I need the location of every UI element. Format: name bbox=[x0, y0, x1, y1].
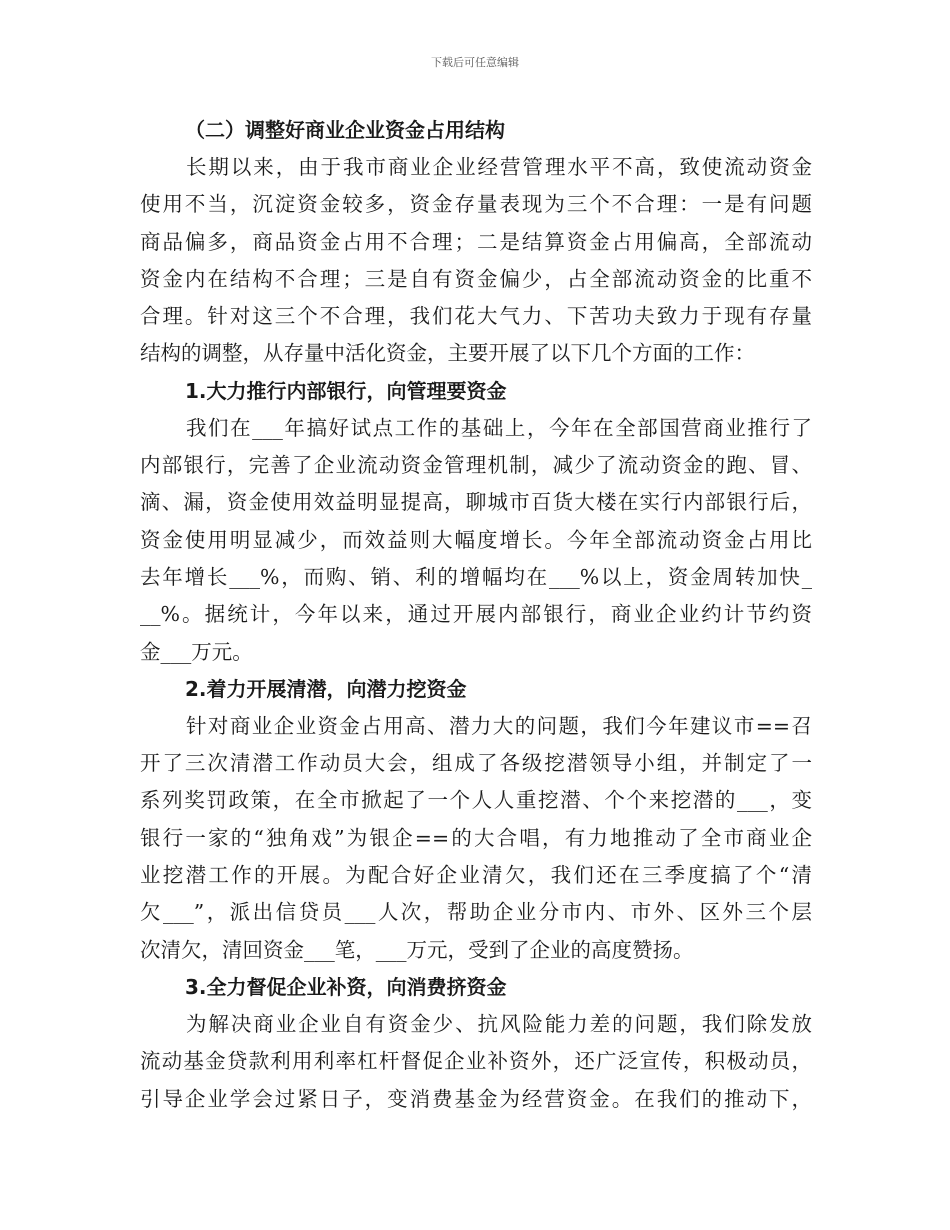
paragraph-line: 为解决商业企业自有资金少、抗风险能力差的问题，我们除发放 bbox=[186, 1011, 812, 1036]
paragraph-line: 次清欠，清回资金___笔，___万元，受到了企业的高度赞扬。 bbox=[140, 937, 694, 962]
section-adjust-structure bbox=[140, 112, 812, 373]
paragraph-line: 银行一家的“独角戏”为银企==的大合唱，有力地推动了全市商业企 bbox=[140, 825, 812, 850]
section-supplement-capital bbox=[140, 969, 812, 1118]
paragraph-line: 商品偏多，商品资金占用不合理；二是结算资金占用偏高，全部流动 bbox=[140, 229, 812, 254]
section-heading: 3.全力督促企业补资，向消费挤资金 bbox=[185, 974, 507, 999]
document-body bbox=[140, 112, 812, 1118]
section-heading: 1.大力推行内部银行，向管理要资金 bbox=[185, 378, 507, 403]
paragraph-line: 长期以来，由于我市商业企业经营管理水平不高，致使流动资金 bbox=[186, 155, 812, 179]
paragraph-line: 内部银行，完善了企业流动资金管理机制，减少了流动资金的跑、冒、 bbox=[140, 453, 812, 478]
paragraph-line: 结构的调整，从存量中活化资金，主要开展了以下几个方面的工作： bbox=[140, 341, 755, 366]
section-heading: （二）调整好商业企业资金占用结构 bbox=[185, 118, 505, 142]
paragraph-line: 业挖潜工作的开展。为配合好企业清欠，我们还在三季度搞了个“清 bbox=[140, 863, 812, 888]
paragraph-line: 开了三次清潜工作动员大会，组成了各级挖潜领导小组，并制定了一 bbox=[140, 751, 812, 776]
paragraph-line: 系列奖罚政策，在全市掀起了一个人人重挖潜、个个来挖潜的___，变 bbox=[140, 788, 812, 813]
paragraph-line: 欠___”，派出信贷员___人次，帮助企业分市内、市外、区外三个层 bbox=[140, 900, 812, 925]
paragraph-line: 金___万元。 bbox=[140, 639, 253, 664]
paragraph-line: 引导企业学会过紧日子，变消费基金为经营资金。在我们的推动下， bbox=[140, 1086, 812, 1111]
paragraph-line: 流动基金贷款利用利率杠杆督促企业补资外，还广泛宣传，积极动员， bbox=[140, 1049, 812, 1074]
paragraph-line: 资金使用明显减少，而效益则大幅度增长。今年全部流动资金占用比 bbox=[140, 527, 812, 552]
section-internal-bank bbox=[140, 373, 812, 671]
paragraph-line: 合理。针对这三个不合理，我们花大气力、下苦功夫致力于现有存量 bbox=[140, 304, 812, 329]
paragraph-line: 针对商业企业资金占用高、潜力大的问题，我们今年建议市==召 bbox=[186, 713, 812, 738]
paragraph-line: 资金内在结构不合理；三是自有资金偏少，占全部流动资金的比重不 bbox=[140, 266, 812, 291]
paragraph-line: 我们在___年搞好试点工作的基础上，今年在全部国营商业推行了 bbox=[186, 415, 812, 440]
paragraph-line: 去年增长___%，而购、销、利的增幅均在___%以上，资金周转加快_ bbox=[140, 564, 812, 589]
paragraph-line: 使用不当，沉淀资金较多，资金存量表现为三个不合理：一是有问题 bbox=[140, 192, 812, 217]
page-header: 下载后可任意编辑 bbox=[431, 56, 519, 69]
paragraph-line: 滴、漏，资金使用效益明显提高，聊城市百货大楼在实行内部银行后， bbox=[140, 490, 812, 515]
paragraph-line: __%。据统计，今年以来，通过开展内部银行，商业企业约计节约资 bbox=[140, 602, 812, 627]
section-clear-potential bbox=[140, 671, 812, 969]
section-heading: 2.着力开展清潜，向潜力挖资金 bbox=[185, 676, 467, 701]
